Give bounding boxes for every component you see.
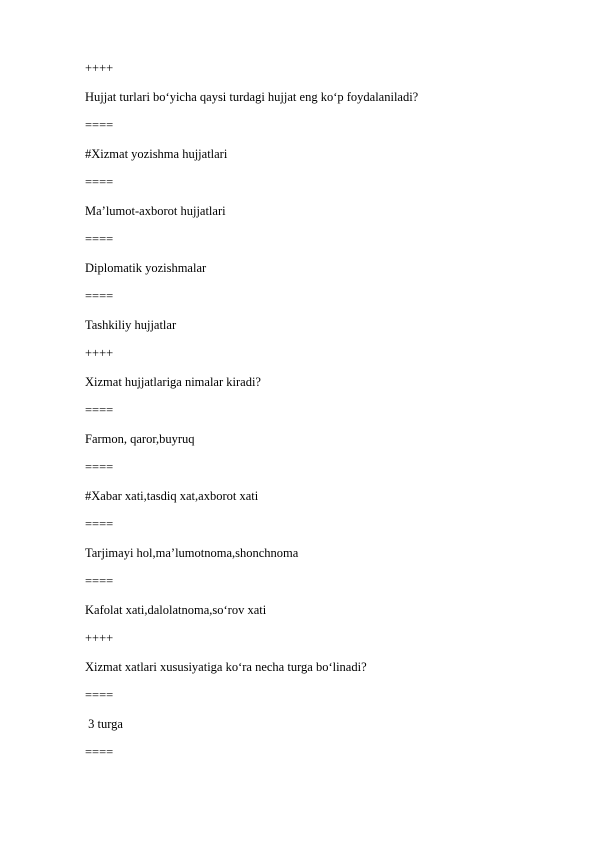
separator-option: ==== — [85, 517, 114, 531]
option-text: Diplomatik yozishmalar — [85, 261, 207, 275]
separator-option: ==== — [85, 118, 114, 132]
question-text: Hujjat turlari bo‘yicha qaysi turdagi hujjat eng ko‘p foydalaniladi? — [85, 90, 419, 104]
separator-question: ++++ — [85, 61, 114, 75]
option-text: 3 turga — [85, 717, 123, 731]
option-text: #Xizmat yozishma hujjatlari — [85, 147, 228, 161]
separator-option: ==== — [85, 232, 114, 246]
separator-question: ++++ — [85, 631, 114, 645]
separator-option: ==== — [85, 460, 114, 474]
question-text: Xizmat xatlari xususiyatiga ko‘ra necha turga bo‘linadi? — [85, 660, 367, 674]
option-text: #Xabar xati,tasdiq xat,axborot xati — [85, 489, 259, 503]
separator-option: ==== — [85, 289, 114, 303]
option-text: Ma’lumot-axborot hujjatlari — [85, 204, 226, 218]
option-text: Farmon, qaror,buyruq — [85, 432, 195, 446]
separator-option: ==== — [85, 574, 114, 588]
option-text: Tarjimayi hol,ma’lumotnoma,shonchnoma — [85, 546, 299, 560]
separator-option: ==== — [85, 688, 114, 702]
option-text: Kafolat xati,dalolatnoma,so‘rov xati — [85, 603, 267, 617]
separator-option: ==== — [85, 403, 114, 417]
separator-option: ==== — [85, 175, 114, 189]
separator-question: ++++ — [85, 346, 114, 360]
question-text: Xizmat hujjatlariga nimalar kiradi? — [85, 375, 261, 389]
separator-option: ==== — [85, 745, 114, 759]
option-text: Tashkiliy hujjatlar — [85, 318, 177, 332]
